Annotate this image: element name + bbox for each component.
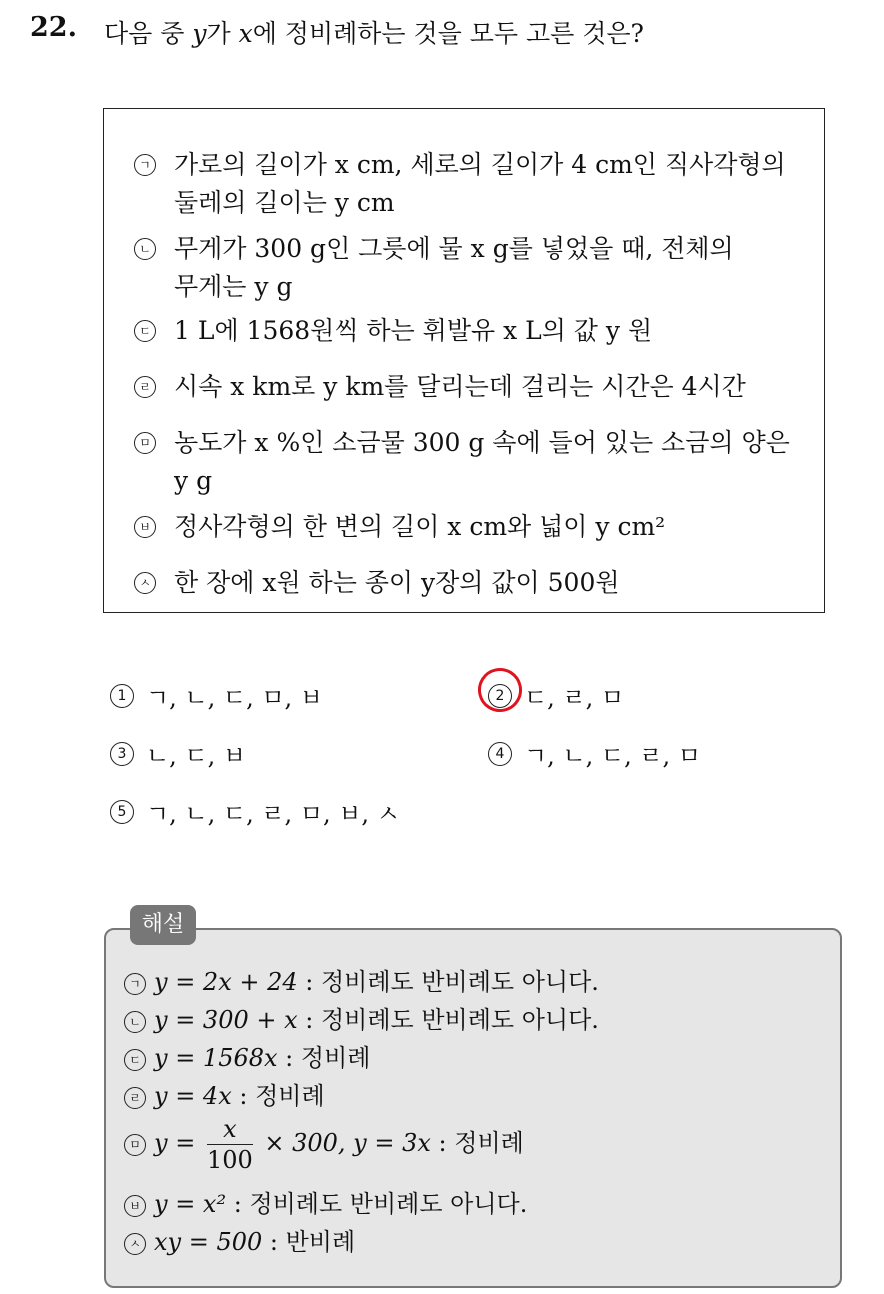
choice-1[interactable] [110, 678, 323, 713]
choice-5[interactable] [110, 794, 400, 829]
circle-mark: ㅁ [134, 432, 156, 454]
solution-line-2 [124, 1000, 599, 1035]
choice-number: 5 [110, 800, 134, 824]
circle-mark: ㄹ [124, 1087, 146, 1109]
choice-options: ㄷ, ㄹ, ㅁ [524, 684, 625, 712]
choice-options: ㄱ, ㄴ, ㄷ, ㄹ, ㅁ [524, 742, 701, 770]
circle-mark: ㄷ [124, 1049, 146, 1071]
item-line: 한 장에 x원 하는 종이 y장의 값이 500원 [174, 568, 620, 597]
circle-mark: ㅂ [124, 1195, 146, 1217]
solution-line-7 [124, 1222, 355, 1257]
equation-suffix: × 300, y = 3x [256, 1129, 431, 1157]
equation: y = x² [154, 1190, 227, 1218]
circle-mark: ㅅ [134, 572, 156, 594]
circle-mark: ㄹ [134, 376, 156, 398]
equation: y = 1568x [154, 1044, 278, 1072]
description: : 정비례도 반비례도 아니다. [226, 1190, 528, 1218]
item-line: 무게가 300 g인 그릇에 물 x g를 넣었을 때, 전체의 [174, 234, 734, 263]
item-line: 시속 x km로 y km를 달리는데 걸리는 시간은 4시간 [174, 372, 746, 401]
choice-options: ㄱ, ㄴ, ㄷ, ㅁ, ㅂ [146, 684, 323, 712]
question-text: 다음 중 y가 x에 정비례하는 것을 모두 고른 것은? [104, 19, 644, 48]
circle-mark: ㅁ [124, 1134, 146, 1156]
question-number: 22. [30, 12, 77, 43]
circle-mark: ㄴ [124, 1011, 146, 1033]
circle-mark: ㄴ [134, 238, 156, 260]
item-line: 농도가 x %인 소금물 300 g 속에 들어 있는 소금의 양은 [174, 428, 790, 457]
conditions-box [103, 108, 825, 613]
choice-options: ㄴ, ㄷ, ㅂ [146, 742, 247, 770]
solution-line-3 [124, 1038, 370, 1073]
item-line: y g [174, 466, 213, 495]
fraction-denominator: 100 [206, 1146, 253, 1174]
choice-options: ㄱ, ㄴ, ㄷ, ㄹ, ㅁ, ㅂ, ㅅ [146, 800, 400, 828]
solution-line-4 [124, 1076, 325, 1111]
description: : 정비례도 반비례도 아니다. [297, 968, 599, 996]
choice-4[interactable] [488, 736, 701, 771]
circle-mark: ㄱ [124, 973, 146, 995]
description: : 정비례 [430, 1129, 524, 1157]
description: : 반비례 [262, 1228, 356, 1256]
equation: y = 300 + x [154, 1006, 298, 1034]
item-line: 둘레의 길이는 y cm [174, 188, 395, 217]
fraction-numerator: x [207, 1114, 253, 1145]
choice-number: 2 [488, 684, 512, 708]
circle-mark: ㅂ [134, 516, 156, 538]
equation-prefix: y = [154, 1129, 203, 1157]
choice-number: 1 [110, 684, 134, 708]
description: : 정비례도 반비례도 아니다. [297, 1006, 599, 1034]
solution-line-1 [124, 962, 599, 997]
choice-number: 3 [110, 742, 134, 766]
fraction [207, 1114, 253, 1175]
item-line: 가로의 길이가 x cm, 세로의 길이가 4 cm인 직사각형의 [174, 150, 786, 179]
solution-line-6 [124, 1184, 527, 1219]
solution-tag: 해설 [130, 905, 196, 945]
solution-line-5 [124, 1114, 524, 1175]
item-line: 1 L에 1568원씩 하는 휘발유 x L의 값 y 원 [174, 316, 653, 345]
item-line: 무게는 y g [174, 272, 293, 301]
circle-mark: ㄱ [134, 154, 156, 176]
equation: xy = 500 [154, 1228, 263, 1256]
choice-3[interactable] [110, 736, 246, 771]
equation: y = 2x + 24 [154, 968, 298, 996]
description: : 정비례 [231, 1082, 325, 1110]
choice-number: 4 [488, 742, 512, 766]
description: : 정비례 [277, 1044, 371, 1072]
circle-mark: ㅅ [124, 1233, 146, 1255]
equation: y = 4x [154, 1082, 232, 1110]
item-line: 정사각형의 한 변의 길이 x cm와 넓이 y cm² [174, 512, 666, 541]
circle-mark: ㄷ [134, 320, 156, 342]
